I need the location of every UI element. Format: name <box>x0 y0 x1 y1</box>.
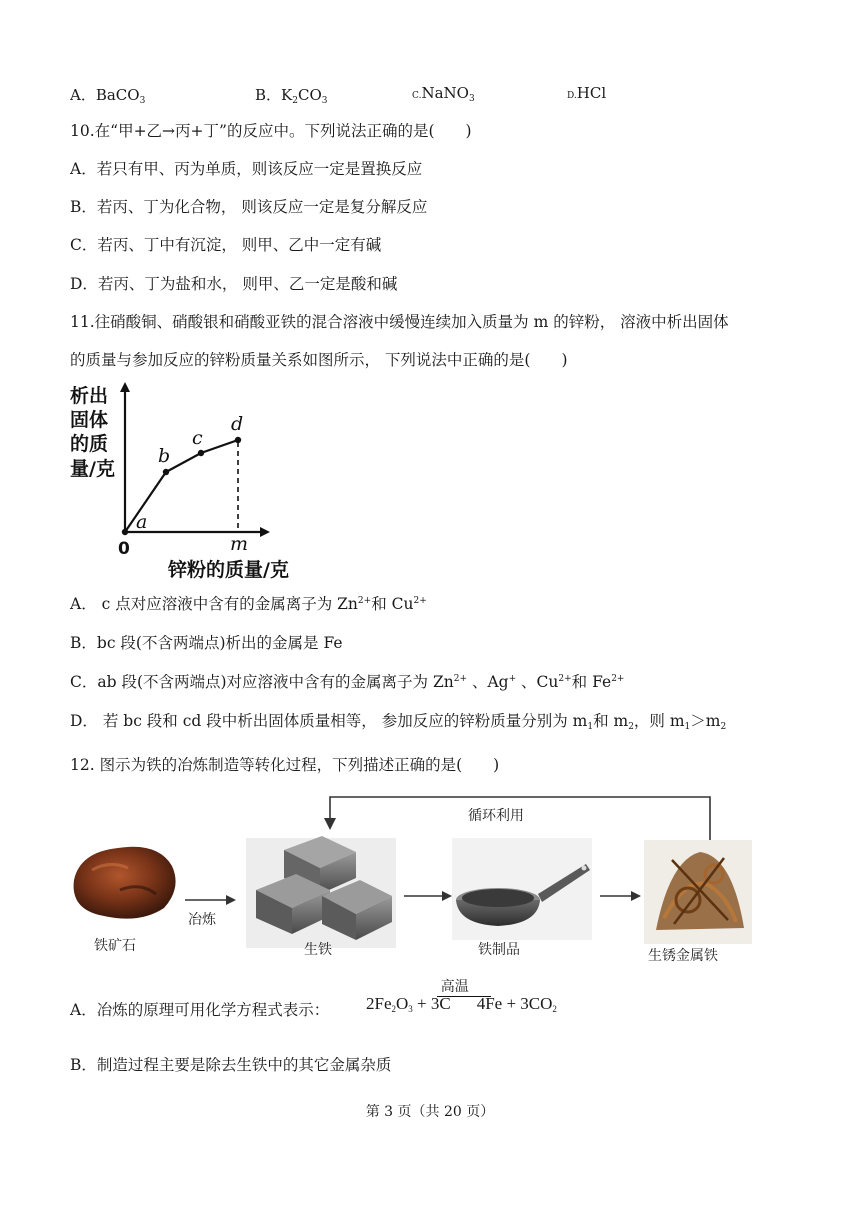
q11-stem-line1: 11.往硝酸铜、硝酸银和硝酸亚铁的混合溶液中缓慢连续加入质量为 m 的锌粉， 溶液中析出固体 <box>70 313 729 331</box>
label-m: m <box>230 533 249 555</box>
q11-option-c: C．ab 段(不含两端点)对应溶液中含有的金属离子为 $Zn^{2+}$ 、Ag+ 、$Cu^{2+}$和 $Fe^{2+}$ <box>70 673 625 691</box>
graph-y-label-3: 的质 <box>70 433 109 455</box>
label-c: c <box>192 427 203 449</box>
point-c <box>198 450 204 456</box>
graph-x-label: 锌粉的质量/克 <box>168 559 289 581</box>
q12-flow-diagram <box>60 790 760 975</box>
q9-option-b: B．$K_2CO_3$ <box>255 86 328 106</box>
q11-option-a: A． c 点对应溶液中含有的金属离子为 $Zn^{2+}$和 $Cu^{2+}$ <box>70 595 427 613</box>
q12-option-a: A．冶炼的原理可用化学方程式表示： <box>70 1001 330 1019</box>
point-a <box>122 529 128 535</box>
iron-ore-image <box>74 847 176 919</box>
reaction-condition: 高温 <box>440 979 469 996</box>
q9-option-d: D.HCl <box>567 84 607 102</box>
q9-option-c: C.NaNO$_3$ <box>412 84 475 104</box>
pig-iron-image <box>246 836 396 948</box>
rusty-iron-image <box>644 840 752 944</box>
q12-option-b: B．制造过程主要是除去生铁中的其它金属杂质 <box>70 1056 392 1074</box>
smelting-equation: $2Fe_2O_3 + 3C$ 高温 $4Fe + 3CO_2$ <box>366 994 557 1014</box>
smelt-label: 冶炼 <box>188 912 216 928</box>
recycle-label: 循环利用 <box>468 808 524 824</box>
q9-option-a: A．BaCO$_3$ <box>70 86 146 106</box>
label-a: a <box>136 511 148 533</box>
q12-stem: 12. 图示为铁的冶炼制造等转化过程，下列描述正确的是( ) <box>70 756 500 774</box>
rusty-label: 生锈金属铁 <box>648 948 718 964</box>
point-b <box>163 469 169 475</box>
q11-option-b: B．bc 段(不含两端点)析出的金属是 Fe <box>70 634 343 652</box>
q10-option-c: C．若丙、丁中有沉淀， 则甲、乙中一定有碱 <box>70 236 382 254</box>
q11-stem-line2: 的质量与参加反应的锌粉质量关系如图所示， 下列说法中正确的是( ) <box>70 351 568 369</box>
q11-graph <box>68 380 338 585</box>
label-d: d <box>231 413 244 435</box>
graph-y-label-4: 量/克 <box>70 458 115 480</box>
pig-iron-label: 生铁 <box>304 942 332 958</box>
q10-option-a: A．若只有甲、丙为单质，则该反应一定是置换反应 <box>70 160 423 178</box>
q10-stem: 10.在“甲+乙→丙+丁”的反应中。下列说法正确的是( ) <box>70 122 472 140</box>
label-b: b <box>158 445 171 467</box>
page-footer: 第 3 页（共 20 页） <box>365 1104 495 1120</box>
label-origin: 0 <box>118 539 130 559</box>
q10-option-d: D．若丙、丁为盐和水， 则甲、乙一定是酸和碱 <box>70 275 398 293</box>
q10-option-b: B．若丙、丁为化合物， 则该反应一定是复分解反应 <box>70 198 428 216</box>
graph-y-label-2: 固体 <box>70 409 109 431</box>
frying-pan-image <box>452 838 592 940</box>
product-label: 铁制品 <box>478 942 520 958</box>
graph-y-label-1: 析出 <box>70 385 109 407</box>
q11-option-d: D． 若 bc 段和 cd 段中析出固体质量相等， 参加反应的锌粉质量分别为 $m_1$和 $m_2$，则 $m_1>m_2$ <box>70 712 727 732</box>
ore-label: 铁矿石 <box>94 938 136 954</box>
